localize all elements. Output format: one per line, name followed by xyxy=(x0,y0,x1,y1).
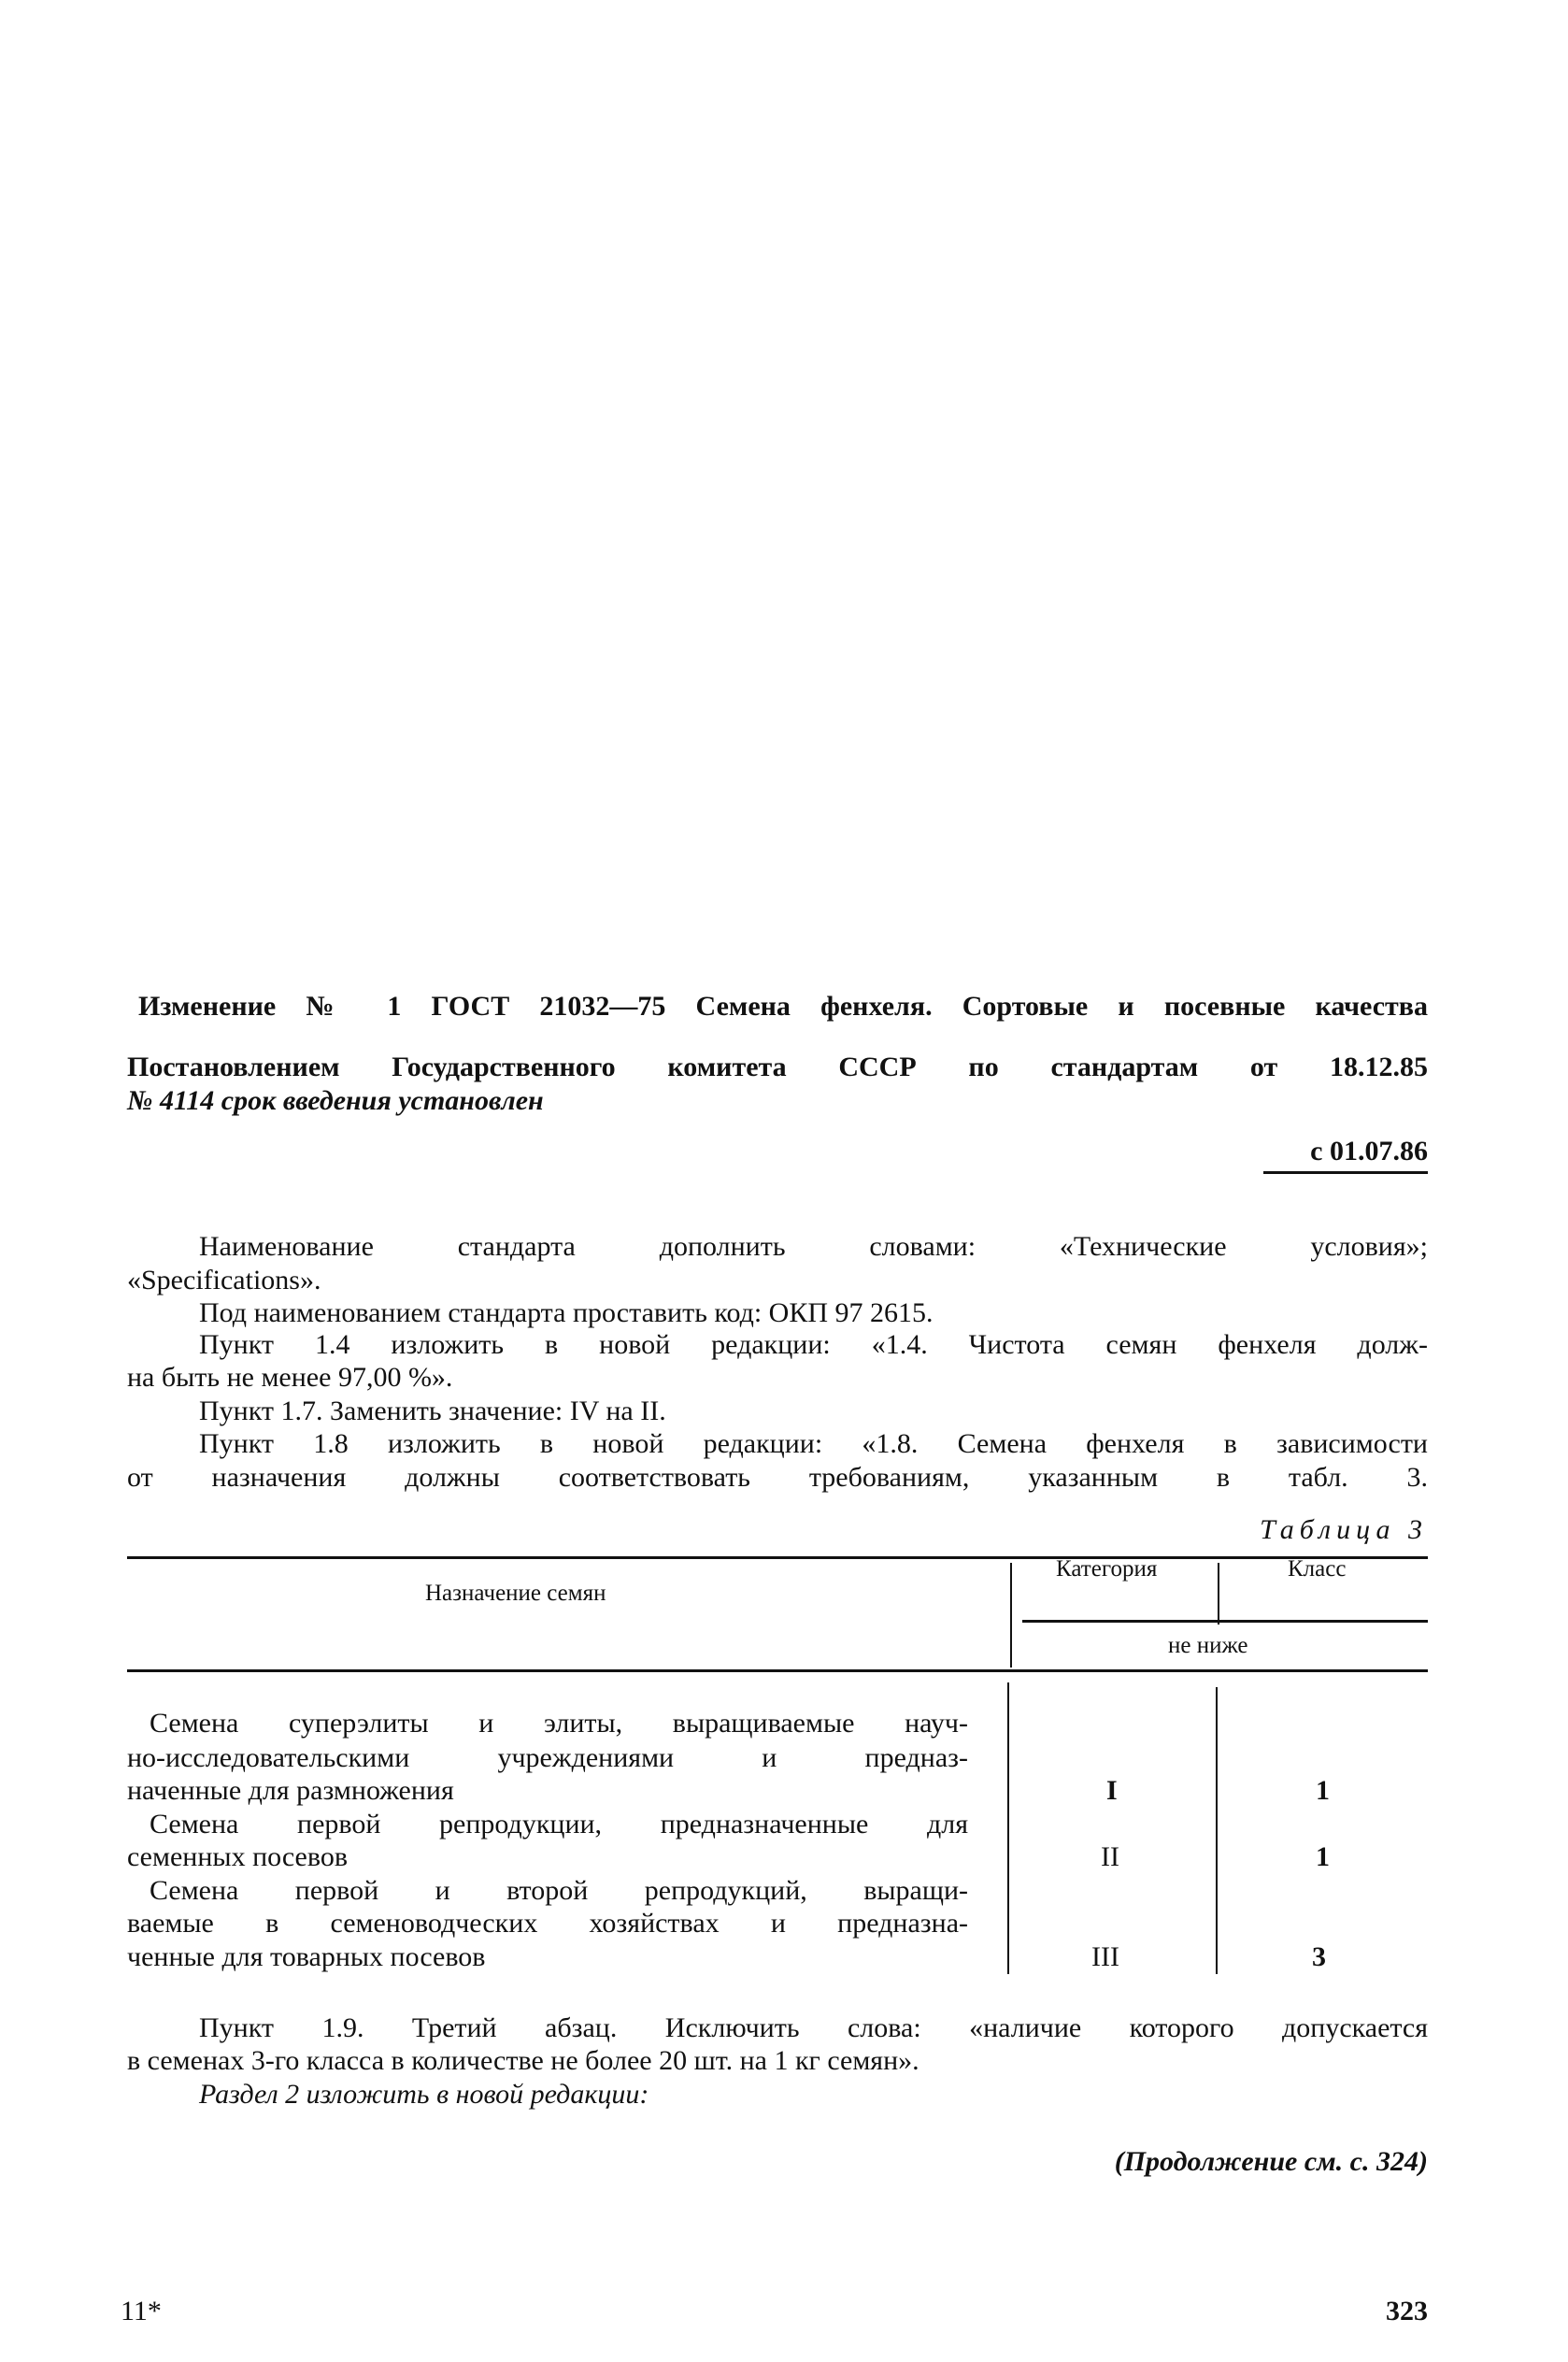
row-text-line: но-исследовательскими учреждениями и предназ- xyxy=(127,1742,968,1773)
body-line: Пункт 1.8 изложить в новой редакции: «1.8. Семена фенхеля в зависимости xyxy=(199,1428,1428,1459)
header-category: Категория xyxy=(1056,1556,1158,1582)
table-vline-1 xyxy=(1010,1563,1012,1668)
table-caption: Таблица 3 xyxy=(1260,1514,1428,1545)
row-text-line: наченные для размножения xyxy=(127,1775,454,1806)
table-sub-rule xyxy=(1022,1620,1428,1623)
continuation-note: (Продолжение см. с. 324) xyxy=(1114,2146,1428,2177)
row-text-line: ченные для товарных посевов xyxy=(127,1941,486,1972)
decree-line-2: № 4114 срок введения установлен xyxy=(127,1085,544,1116)
signature-mark: 11* xyxy=(121,2296,162,2326)
header-purpose: Назначение семян xyxy=(425,1581,606,1606)
table-body-vline-1 xyxy=(1007,1682,1009,1974)
row-text-line: Семена первой репродукции, предназначенные для xyxy=(150,1809,968,1839)
row-class: 1 xyxy=(1316,1775,1330,1806)
header-class: Класс xyxy=(1288,1556,1347,1582)
body-line: Пункт 1.4 изложить в новой редакции: «1.4. Чистота семян фенхеля долж- xyxy=(199,1329,1428,1360)
body-line: Пункт 1.7. Заменить значение: IV на II. xyxy=(199,1396,666,1426)
row-text-line: Семена суперэлиты и элиты, выращиваемые науч- xyxy=(150,1708,968,1739)
table-vline-2 xyxy=(1218,1563,1219,1625)
row-class: 3 xyxy=(1312,1941,1326,1972)
after-line: Пункт 1.9. Третий абзац. Исключить слова: «наличие которого допускается xyxy=(199,2012,1428,2043)
decree-line-1: Постановлением Государственного комитета СССР по стандартам от 18.12.85 xyxy=(127,1052,1428,1082)
header-subheader: не ниже xyxy=(1168,1633,1248,1658)
body-line: на быть не менее 97,00 %». xyxy=(127,1362,453,1393)
body-line: «Specifications». xyxy=(127,1265,321,1296)
amendment-title: Изменение № 1 ГОСТ 21032—75 Семена фенхеля. Сортовые и посевные качества xyxy=(138,991,1428,1022)
after-line: Раздел 2 изложить в новой редакции: xyxy=(199,2079,649,2110)
body-line: от назначения должны соответствовать требованиям, указанным в табл. 3. xyxy=(127,1462,1428,1493)
row-category: I xyxy=(1106,1775,1118,1806)
row-text-line: семенных посевов xyxy=(127,1841,348,1872)
row-text-line: Семена первой и второй репродукций, выращи- xyxy=(150,1875,968,1906)
row-category: III xyxy=(1091,1941,1119,1972)
row-class: 1 xyxy=(1316,1841,1330,1872)
after-line: в семенах 3-го класса в количестве не более 20 шт. на 1 кг семян». xyxy=(127,2045,919,2076)
page-number: 323 xyxy=(1386,2296,1428,2326)
body-line: Под наименованием стандарта проставить код: ОКП 97 2615. xyxy=(199,1297,934,1328)
row-text-line: ваемые в семеноводческих хозяйствах и предназна- xyxy=(127,1908,968,1939)
effective-date: с 01.07.86 xyxy=(1310,1136,1428,1167)
table-header-rule xyxy=(127,1669,1428,1672)
table-top-rule xyxy=(127,1556,1428,1559)
row-category: II xyxy=(1101,1841,1119,1872)
body-line: Наименование стандарта дополнить словами: «Технические условия»; xyxy=(199,1231,1428,1262)
table-body-vline-2 xyxy=(1216,1687,1218,1974)
date-underline xyxy=(1263,1171,1428,1174)
